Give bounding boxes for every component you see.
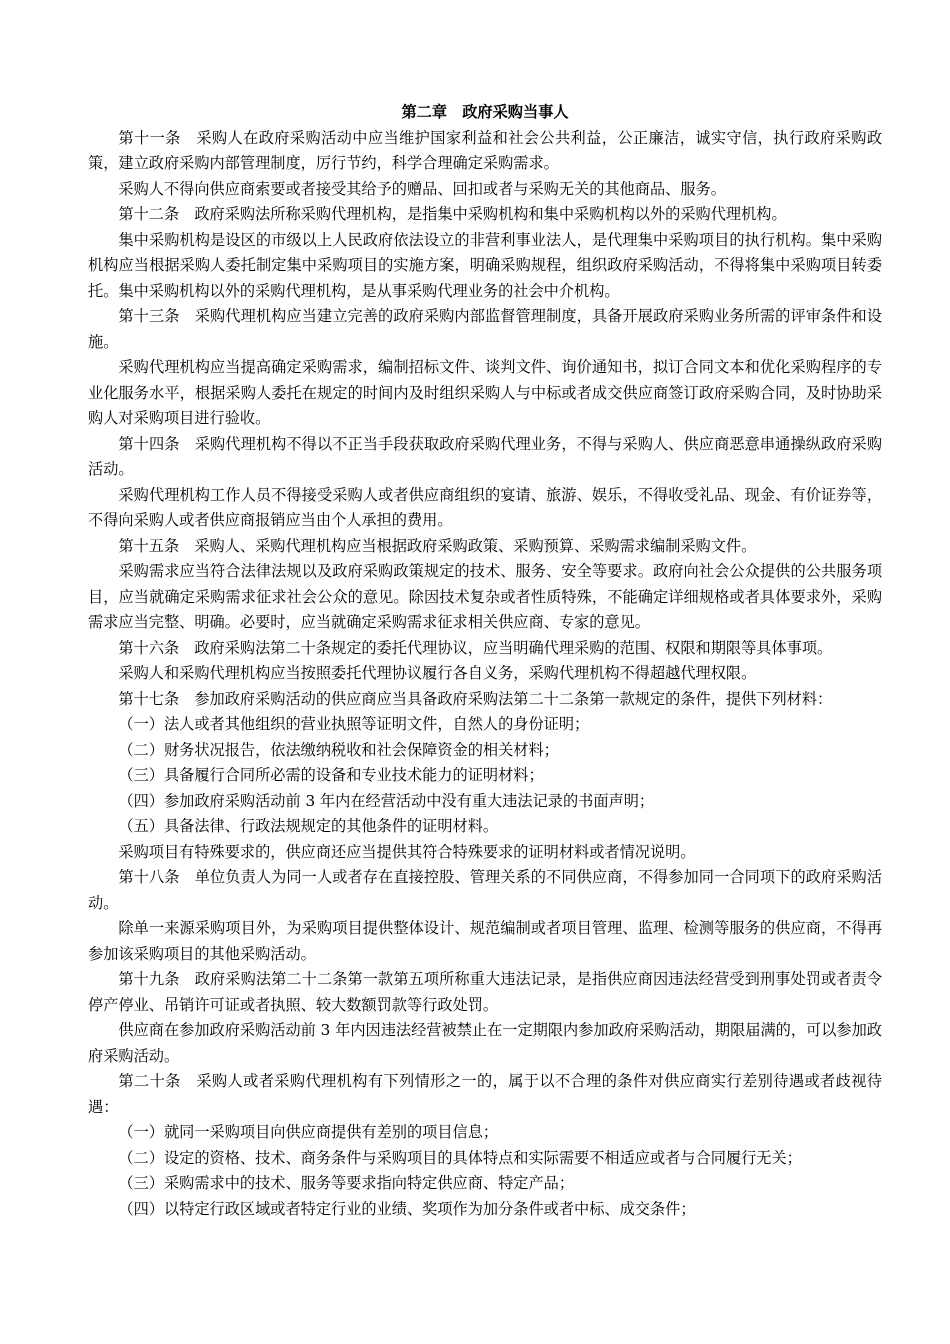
paragraph: 第十六条 政府采购法第二十条规定的委托代理协议，应当明确代理采购的范围、权限和期限等具体事项。 bbox=[118, 638, 833, 657]
paragraph: 第十九条 政府采购法第二十二条第一款第五项所称重大违法记录，是指供应商因违法经营受到刑事处罚或者责令停产停业、吊销许可证或者执照、较大数额罚款等行政处罚。 bbox=[88, 970, 882, 1014]
list-item: （四）以特定行政区域或者特定行业的业绩、奖项作为加分条件或者中标、成交条件； bbox=[118, 1199, 696, 1218]
paragraph: 采购项目有特殊要求的，供应商还应当提供其符合特殊要求的证明材料或者情况说明。 bbox=[118, 842, 696, 861]
paragraph: 采购人不得向供应商索要或者接受其给予的赠品、回扣或者与采购无关的其他商品、服务。 bbox=[118, 179, 726, 198]
list-item: （三）具备履行合同所必需的设备和专业技术能力的证明材料； bbox=[118, 766, 544, 784]
list-item: （二）财务状况报告，依法缴纳税收和社会保障资金的相关材料； bbox=[118, 740, 559, 759]
paragraph: 第十四条 采购代理机构不得以不正当手段获取政府采购代理业务，不得与采购人、供应商恶意串通操纵政府采购活动。 bbox=[88, 434, 882, 478]
list-item: （三）采购需求中的技术、服务等要求指向特定供应商、特定产品； bbox=[118, 1174, 575, 1192]
list-item: （五）具备法律、行政法规规定的其他条件的证明材料。 bbox=[118, 817, 499, 835]
paragraph: 采购代理机构工作人员不得接受采购人或者供应商组织的宴请、旅游、娱乐，不得收受礼品、现金、有价证券等，不得向采购人或者供应商报销应当由个人承担的费用。 bbox=[88, 485, 882, 529]
list-item: （一）法人或者其他组织的营业执照等证明文件，自然人的身份证明； bbox=[118, 715, 590, 733]
paragraph: 第十七条 参加政府采购活动的供应商应当具备政府采购法第二十二条第一款规定的条件，提供下列材料： bbox=[118, 689, 833, 708]
paragraph: 第十三条 采购代理机构应当建立完善的政府采购内部监督管理制度，具备开展政府采购业务所需的评审条件和设施。 bbox=[88, 307, 882, 351]
paragraph: 集中采购机构是设区的市级以上人民政府依法设立的非营利事业法人，是代理集中采购项目的执行机构。集中采购机构应当根据采购人委托制定集中采购项目的实施方案，明确采购规程，组织政府采购活动，不得将集中采购项目转委托。集中采购机构以外的采购代理机构，是从事采购代理业务的社会中介机构。 bbox=[88, 230, 882, 300]
list-item: （一）就同一采购项目向供应商提供有差别的项目信息； bbox=[118, 1123, 499, 1141]
document-body bbox=[88, 126, 882, 1223]
paragraph: 采购代理机构应当提高确定采购需求，编制招标文件、谈判文件、询价通知书，拟订合同文本和优化采购程序的专业化服务水平，根据采购人委托在规定的时间内及时组织采购人与中标或者成交供应商签订政府采购合同，及时协助采购人对采购项目进行验收。 bbox=[88, 358, 882, 427]
paragraph: 第十一条 采购人在政府采购活动中应当维护国家利益和社会公共利益，公正廉洁，诚实守信，执行政府采购政策，建立政府采购内部管理制度，厉行节约，科学合理确定采购需求。 bbox=[88, 128, 882, 172]
paragraph: 第十二条 政府采购法所称采购代理机构，是指集中采购机构和集中采购机构以外的采购代理机构。 bbox=[118, 205, 787, 223]
chapter-title: 第二章 政府采购当事人 bbox=[401, 103, 569, 121]
paragraph: 第十八条 单位负责人为同一人或者存在直接控股、管理关系的不同供应商，不得参加同一合同项下的政府采购活动。 bbox=[88, 868, 882, 912]
list-item: （二）设定的资格、技术、商务条件与采购项目的具体特点和实际需要不相适应或者与合同履行无关； bbox=[118, 1148, 802, 1167]
paragraph: 第二十条 采购人或者采购代理机构有下列情形之一的，属于以不合理的条件对供应商实行差别待遇或者歧视待遇： bbox=[88, 1072, 882, 1116]
paragraph: 采购需求应当符合法律法规以及政府采购政策规定的技术、服务、安全等要求。政府向社会公众提供的公共服务项目，应当就确定采购需求征求社会公众的意见。除因技术复杂或者性质特殊，不能确定详细规格或者具体要求外，采购需求应当完整、明确。必要时，应当就确定采购需求征求相关供应商、专家的意见。 bbox=[88, 562, 882, 631]
paragraph: 供应商在参加政府采购活动前 3 年内因违法经营被禁止在一定期限内参加政府采购活动，期限届满的，可以参加政府采购活动。 bbox=[88, 1021, 882, 1065]
document-page bbox=[88, 100, 882, 1222]
paragraph: 第十五条 采购人、采购代理机构应当根据政府采购政策、采购预算、采购需求编制采购文件。 bbox=[118, 536, 757, 555]
paragraph: 采购人和采购代理机构应当按照委托代理协议履行各自义务，采购代理机构不得超越代理权限。 bbox=[118, 664, 757, 682]
list-item: （四）参加政府采购活动前 3 年内在经营活动中没有重大违法记录的书面声明； bbox=[118, 791, 655, 810]
paragraph: 除单一来源采购项目外，为采购项目提供整体设计、规范编制或者项目管理、监理、检测等服务的供应商，不得再参加该采购项目的其他采购活动。 bbox=[88, 919, 882, 963]
